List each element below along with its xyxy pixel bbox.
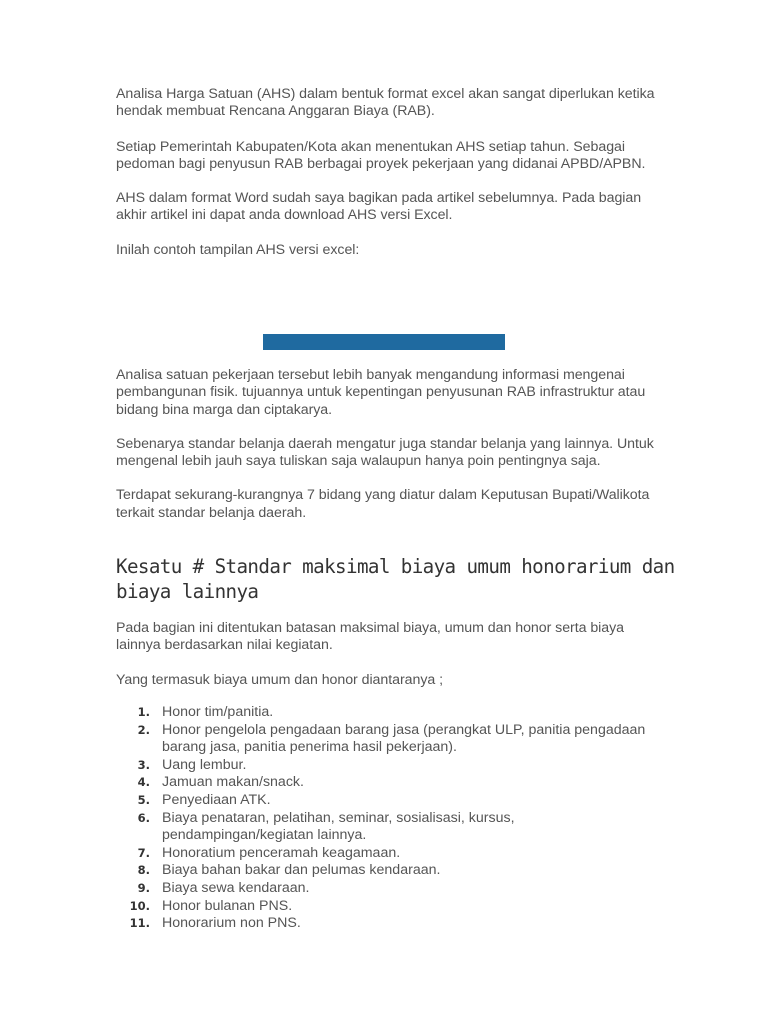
list-item-text: Biaya sewa kendaraan.: [162, 879, 310, 896]
list-item-number: 10.: [129, 898, 150, 913]
list-item-text: Biaya penataran, pelatihan, seminar, sosialisasi, kursus, pendampingan/kegiatan lainnya.: [162, 809, 515, 844]
list-item-number: 7.: [137, 845, 150, 860]
list-item-number: 2.: [137, 722, 150, 737]
section-paragraph-1: Pada bagian ini ditentukan batasan maksimal biaya, umum dan honor serta biaya lainnya berdasarkan nilai kegiatan.: [116, 620, 625, 654]
section-intro: [116, 620, 664, 706]
list-item-text: Honoratium penceramah keagamaan.: [162, 844, 401, 861]
list-item: [116, 862, 664, 880]
intro-section: [116, 86, 664, 259]
section-heading: Kesatu # Standar maksimal biaya umum honorarium dan biaya lainnya: [116, 555, 675, 603]
list-item-text: Biaya bahan bakar dan pelumas kendaraan.: [162, 862, 441, 879]
list-item: [116, 880, 664, 898]
cost-items-list: [116, 704, 664, 933]
list-item-text: Uang lembur.: [162, 756, 247, 773]
list-item-number: 4.: [137, 775, 150, 790]
intro-paragraph-4: Inilah contoh tampilan AHS versi excel:: [116, 241, 360, 258]
list-item-text: Honorarium non PNS.: [162, 915, 301, 932]
list-item-number: 6.: [137, 810, 150, 825]
list-item: [116, 704, 664, 722]
list-item-number: 11.: [129, 916, 150, 931]
list-item: [116, 792, 664, 810]
intro-paragraph-2: Setiap Pemerintah Kabupaten/Kota akan menentukan AHS setiap tahun. Sebagai pedoman bagi penyusun RAB berbagai proyek pekerjaan yang didanai APBD/APBN.: [116, 138, 646, 172]
list-item-text: Jamuan makan/snack.: [162, 774, 304, 791]
section-paragraph-2: Yang termasuk biaya umum dan honor diantaranya ;: [116, 671, 443, 688]
list-item-text: Honor bulanan PNS.: [162, 897, 293, 914]
list-item-text: Penyediaan ATK.: [162, 791, 271, 808]
list-item-text: Honor pengelola pengadaan barang jasa (perangkat ULP, panitia pengadaan barang jasa, panitia penerima hasil pekerjaan).: [162, 721, 646, 756]
list-item: [116, 774, 664, 792]
list-item-number: 8.: [137, 863, 150, 878]
list-item-number: 9.: [137, 880, 150, 895]
body-paragraph-1: Analisa satuan pekerjaan tersebut lebih banyak mengandung informasi mengenai pembangunan fisik. tujuannya untuk kepentingan penyusunan RAB infrastruktur atau bidang bina marga dan ciptakarya.: [116, 367, 646, 418]
list-item: [116, 898, 664, 916]
list-item: [116, 757, 664, 775]
body-paragraph-3: Terdapat sekurang-kurangnya 7 bidang yang diatur dalam Keputusan Bupati/Walikota terkait standar belanja daerah.: [116, 487, 650, 521]
list-item-number: 1.: [137, 705, 150, 719]
body-section: [116, 367, 664, 522]
intro-paragraph-1: Analisa Harga Satuan (AHS) dalam bentuk format excel akan sangat diperlukan ketika hendak membuat Rencana Anggaran Biaya (RAB).: [116, 86, 655, 120]
embedded-image-placeholder: [263, 334, 505, 350]
list-item-number: 5.: [137, 792, 150, 807]
list-item-number: 3.: [137, 757, 150, 772]
list-item: [116, 722, 664, 757]
list-item: [116, 845, 664, 863]
body-paragraph-2: Sebenarya standar belanja daerah mengatur juga standar belanja yang lainnya. Untuk mengenal lebih jauh saya tuliskan saja walaupun hanya poin pentingnya saja.: [116, 435, 654, 470]
list-item-text: Honor tim/panitia.: [162, 704, 274, 720]
list-item: [116, 810, 664, 845]
intro-paragraph-3: AHS dalam format Word sudah saya bagikan pada artikel sebelumnya. Pada bagian akhir artikel ini dapat anda download AHS versi Excel.: [116, 190, 642, 224]
list-item: [116, 915, 664, 933]
